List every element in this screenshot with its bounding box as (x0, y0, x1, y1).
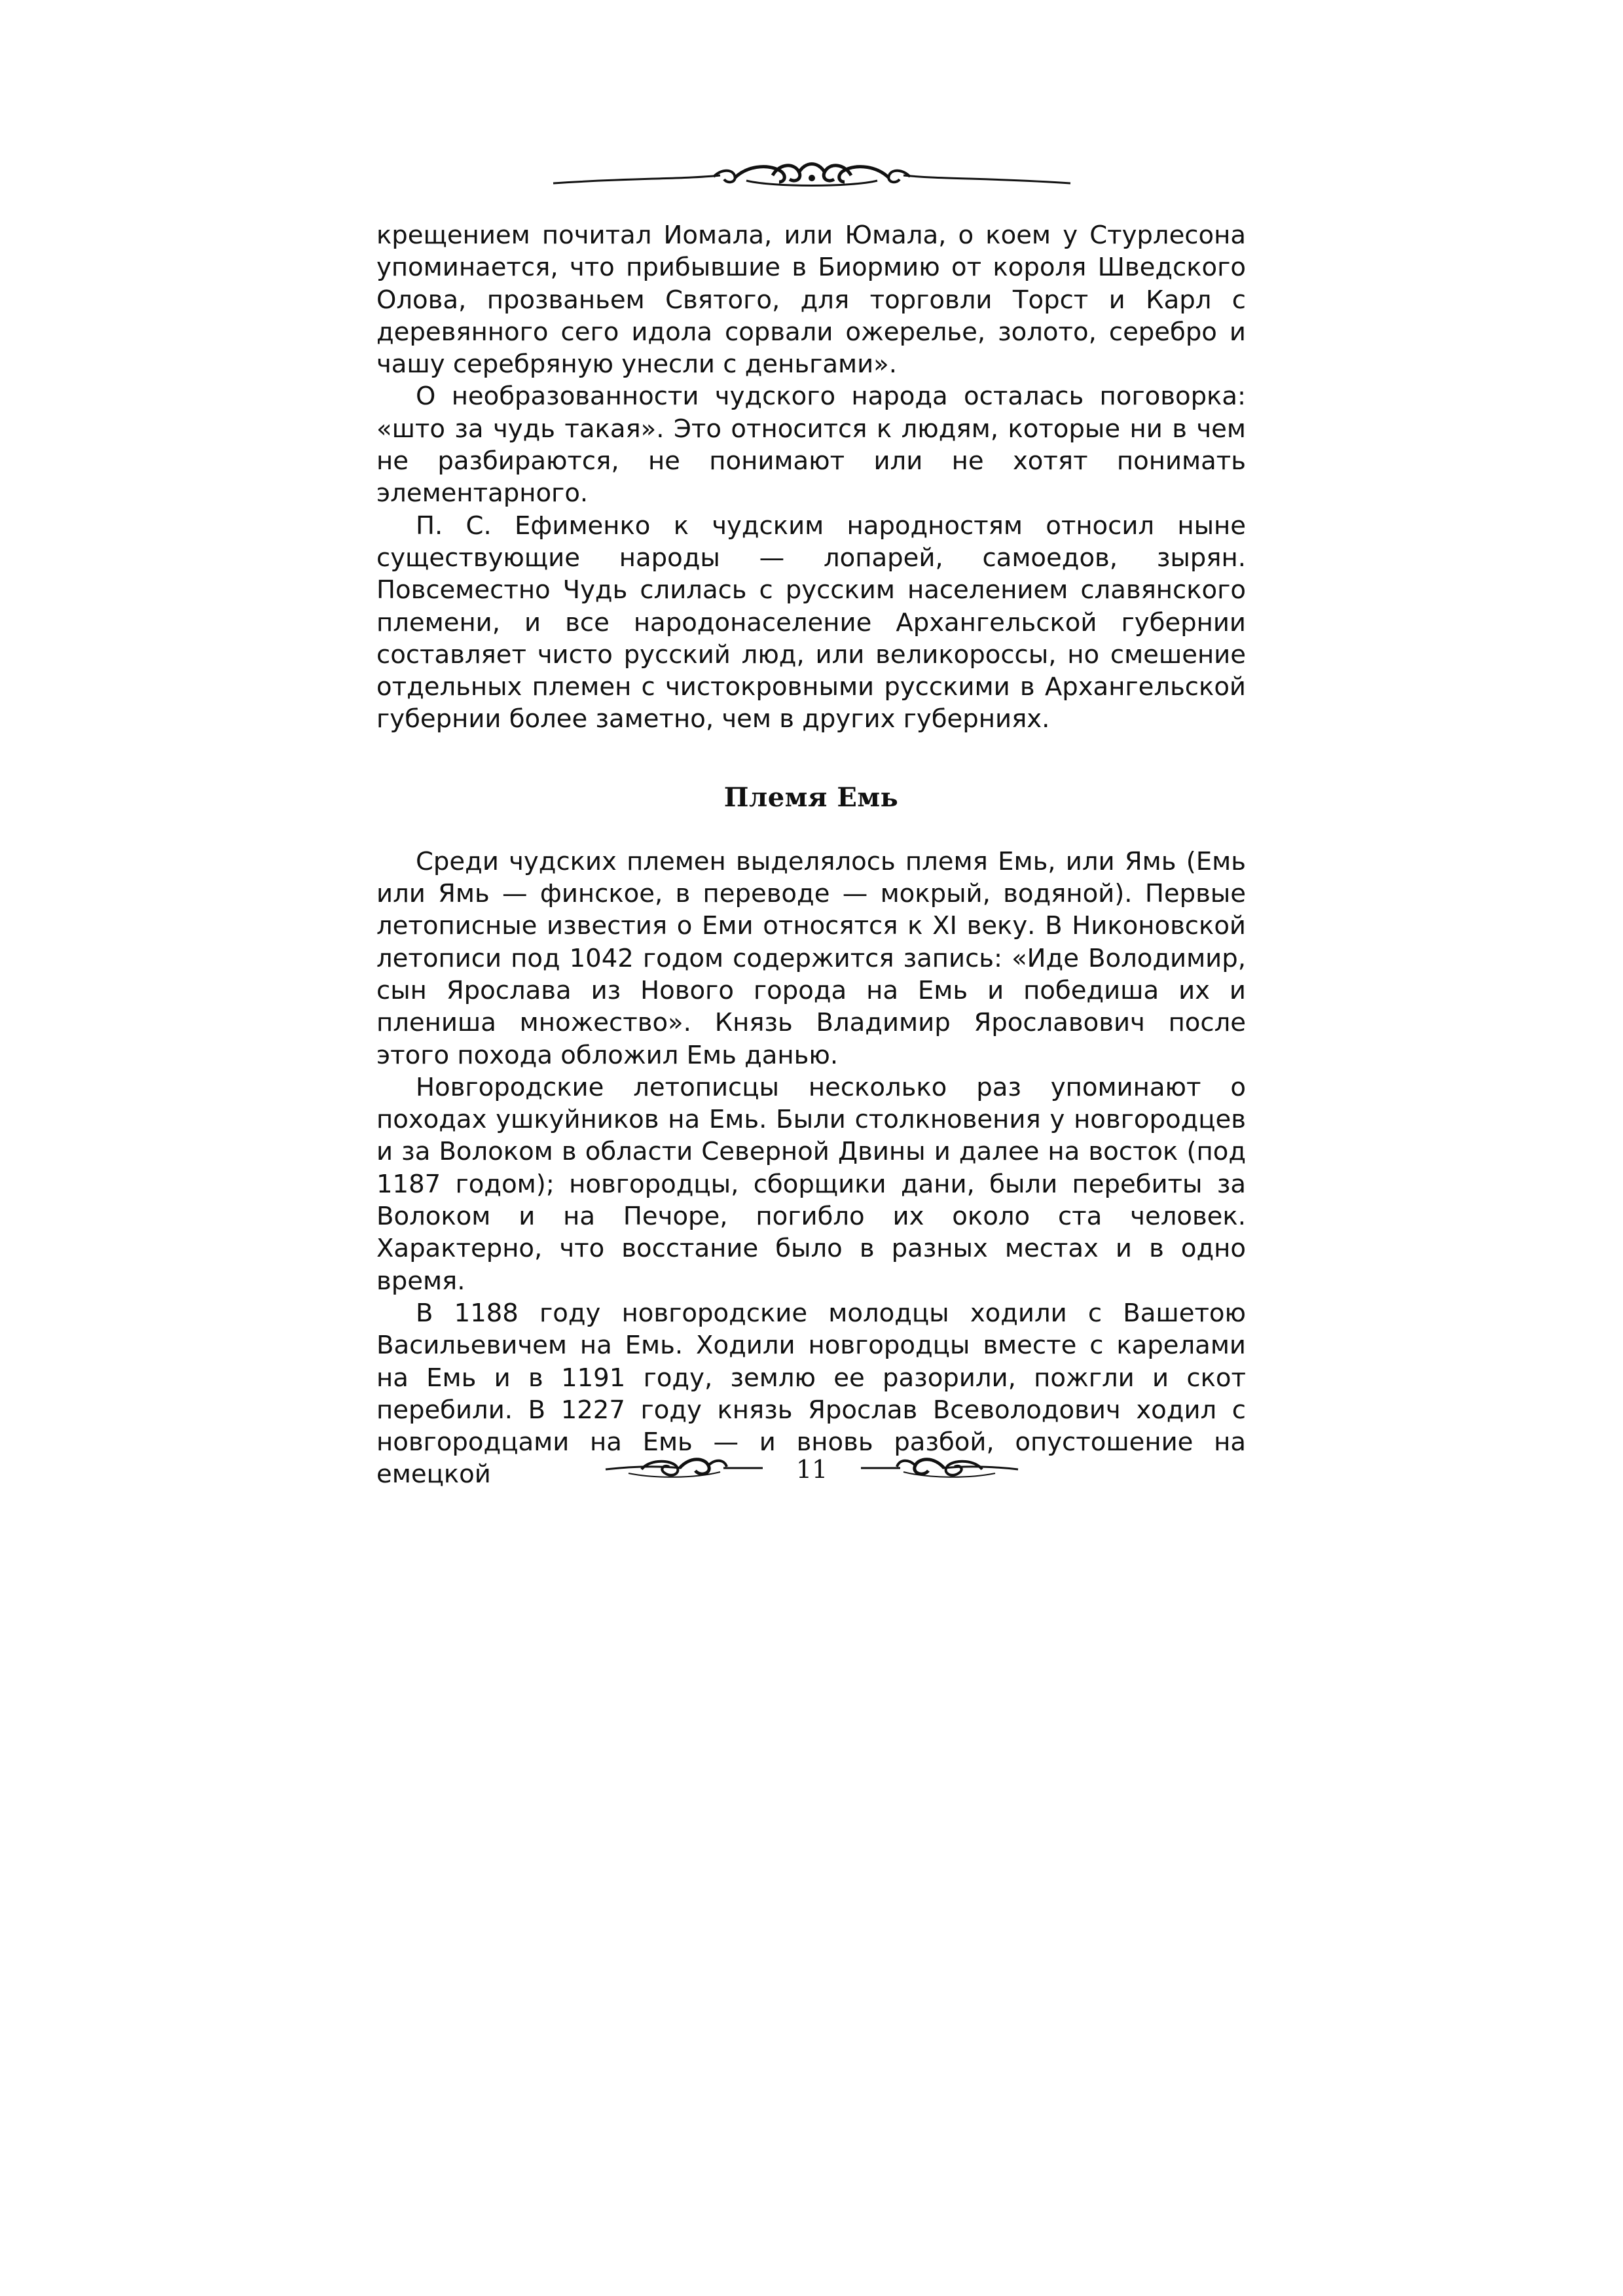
paragraph-5: Новгородские летописцы несколько раз упоминают о походах ушкуйников на Емь. Были столкновения у новгородцев и за Волоком в области Северной Двины и далее на восток (под 1187 годом); новгородцы, сборщики дани, были перебиты за Волоком и на Печоре, погибло их около ста человек. Характерно, что восстание было в разных местах и в одно время. (376, 1072, 1246, 1296)
paragraph-6: В 1188 году новгородские молодцы ходили с Вашетою Васильевичем на Емь. Ходили новгородцы вместе с карелами на Емь и в 1191 году, землю ее разорили, пожгли и скот перебили. В 1227 году князь Ярослав Всеволодович ходил с новгородцами на Емь — и вновь разбой, опустошение на емецкой (376, 1298, 1246, 1490)
ornament-flourish-right-icon (858, 1450, 1021, 1489)
page-footer (602, 1450, 1021, 1489)
paragraph-2: О необразованности чудского народа осталась поговорка: «што за чудь такая». Это относится к людям, которые ни в чем не разбираются, не понимают или не хотят понимать элементарного. (376, 382, 1246, 509)
page-number: 11 (795, 1455, 828, 1484)
paragraph-1: крещением почитал Иомала, или Юмала, о коем у Стурлесона упоминается, что прибывшие в Биормию от короля Шведского Олова, прозваньем Святого, для торговли Торст и Карл с деревянного сего идола сорвали ожерелье, золото, серебро и чашу серебряную унесли с деньгами». (376, 221, 1246, 380)
main-text (376, 219, 1246, 1491)
section-heading: Племя Емь (723, 781, 899, 813)
paragraph-4: Среди чудских племен выделялось племя Емь, или Ямь (Емь или Ямь — финское, в переводе — мокрый, водяной). Первые летописные известия о Еми относятся к XI веку. В Никоновской летописи под 1042 годом содержится запись: «Иде Володимир, сын Ярослава из Нового города на Емь и победиша их и плениша множество». Князь Владимир Ярославович после этого похода обложил Емь данью. (376, 846, 1246, 1070)
ornament-divider-icon (550, 149, 1074, 202)
paragraph-3: П. С. Ефименко к чудским народностям относил ныне существующие народы — лопарей, самоедов, зырян. Повсеместно Чудь слилась с русским населением славянского племени, и все народонаселение Архангельской губернии составляет чисто русский люд, или великороссы, но смешение отдельных племен с чистокровными русскими в Архангельской губернии более заметно, чем в других губерниях. (376, 511, 1246, 734)
